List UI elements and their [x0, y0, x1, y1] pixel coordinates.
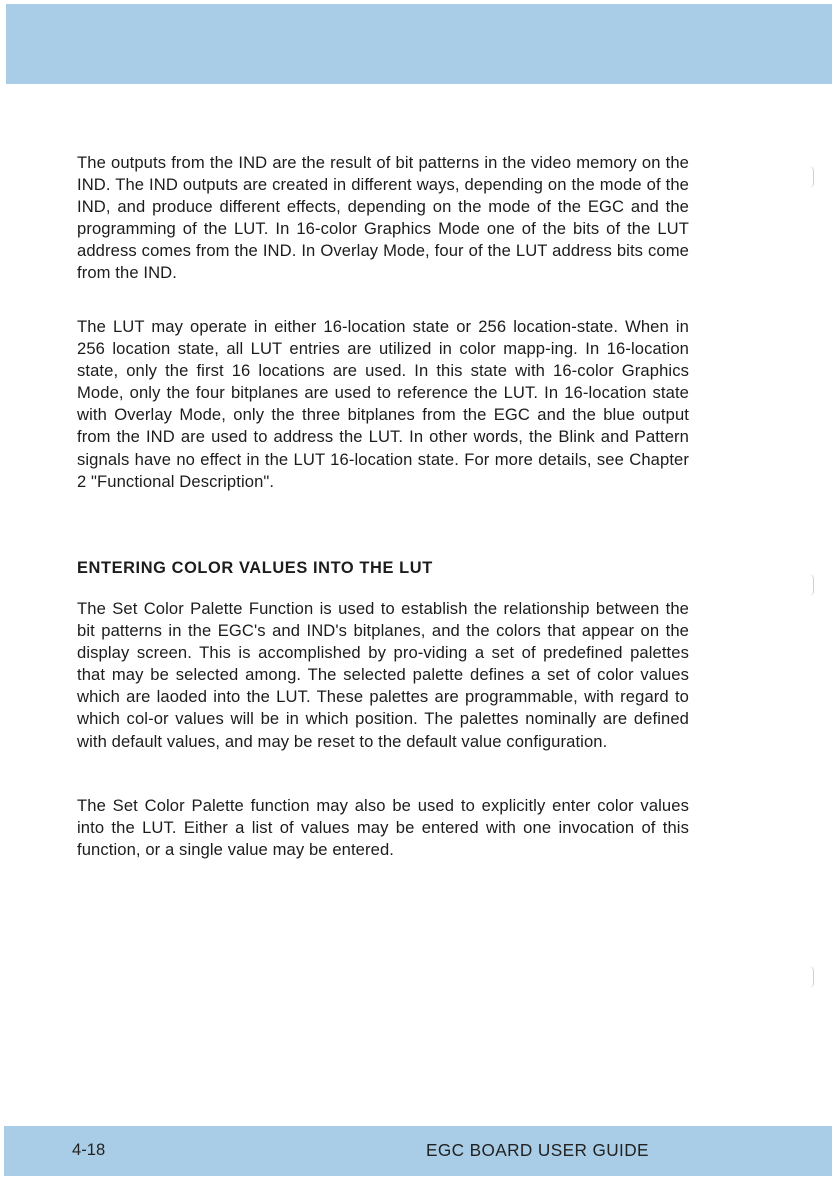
- paragraph-enter-values: The Set Color Palette function may also be used to explicitly enter color values into the LUT. Either a list of values may be entered with one invocation of this function, or a single value may be entered.: [77, 796, 689, 860]
- binder-hole-mark: [809, 966, 814, 988]
- footer-band: [4, 1126, 832, 1176]
- page-number: 4-18: [72, 1140, 106, 1159]
- paragraph-lut-states: The LUT may operate in either 16-location state or 256 location-state. When in 256 location state, all LUT entries are utilized in color mapp-ing. In 16-location state, only the first 16 locations are used. In this state with 16-color Graphics Mode, only the four bitplanes are used to reference the LUT. In 16-location state with Overlay Mode, only the three bitplanes from the EGC and the blue output from the IND are used to address the LUT. In other words, the Blink and Pattern signals have no effect in the LUT 16-location state. For more details, see Chapter 2 "Functional Description".: [77, 317, 689, 491]
- paragraph-set-color-palette: The Set Color Palette Function is used to establish the relationship between the bit patterns in the EGC's and IND's bitplanes, and the colors that appear on the display screen. This is accomplished by pro-viding a set of predefined palettes that may be selected among. The selected palette defines a set of color values which are laoded into the LUT. These palettes are programmable, with regard to which col-or values will be in which position. The palettes nominally are defined with default values, and may be reset to the default value configuration.: [77, 599, 689, 751]
- binder-hole-mark: [809, 574, 814, 596]
- header-band: [6, 4, 832, 84]
- guide-title: EGC BOARD USER GUIDE: [426, 1140, 649, 1160]
- binder-hole-mark: [809, 166, 814, 188]
- paragraph-ind-outputs: The outputs from the IND are the result of bit patterns in the video memory on the IND. The IND outputs are created in different ways, depending on the mode of the IND, and produce different effects, depending on the mode of the EGC and the programming of the LUT. In 16-color Graphics Mode one of the bits of the LUT address comes from the IND. In Overlay Mode, four of the LUT address bits come from the IND.: [77, 153, 689, 283]
- section-heading: ENTERING COLOR VALUES INTO THE LUT: [77, 559, 433, 577]
